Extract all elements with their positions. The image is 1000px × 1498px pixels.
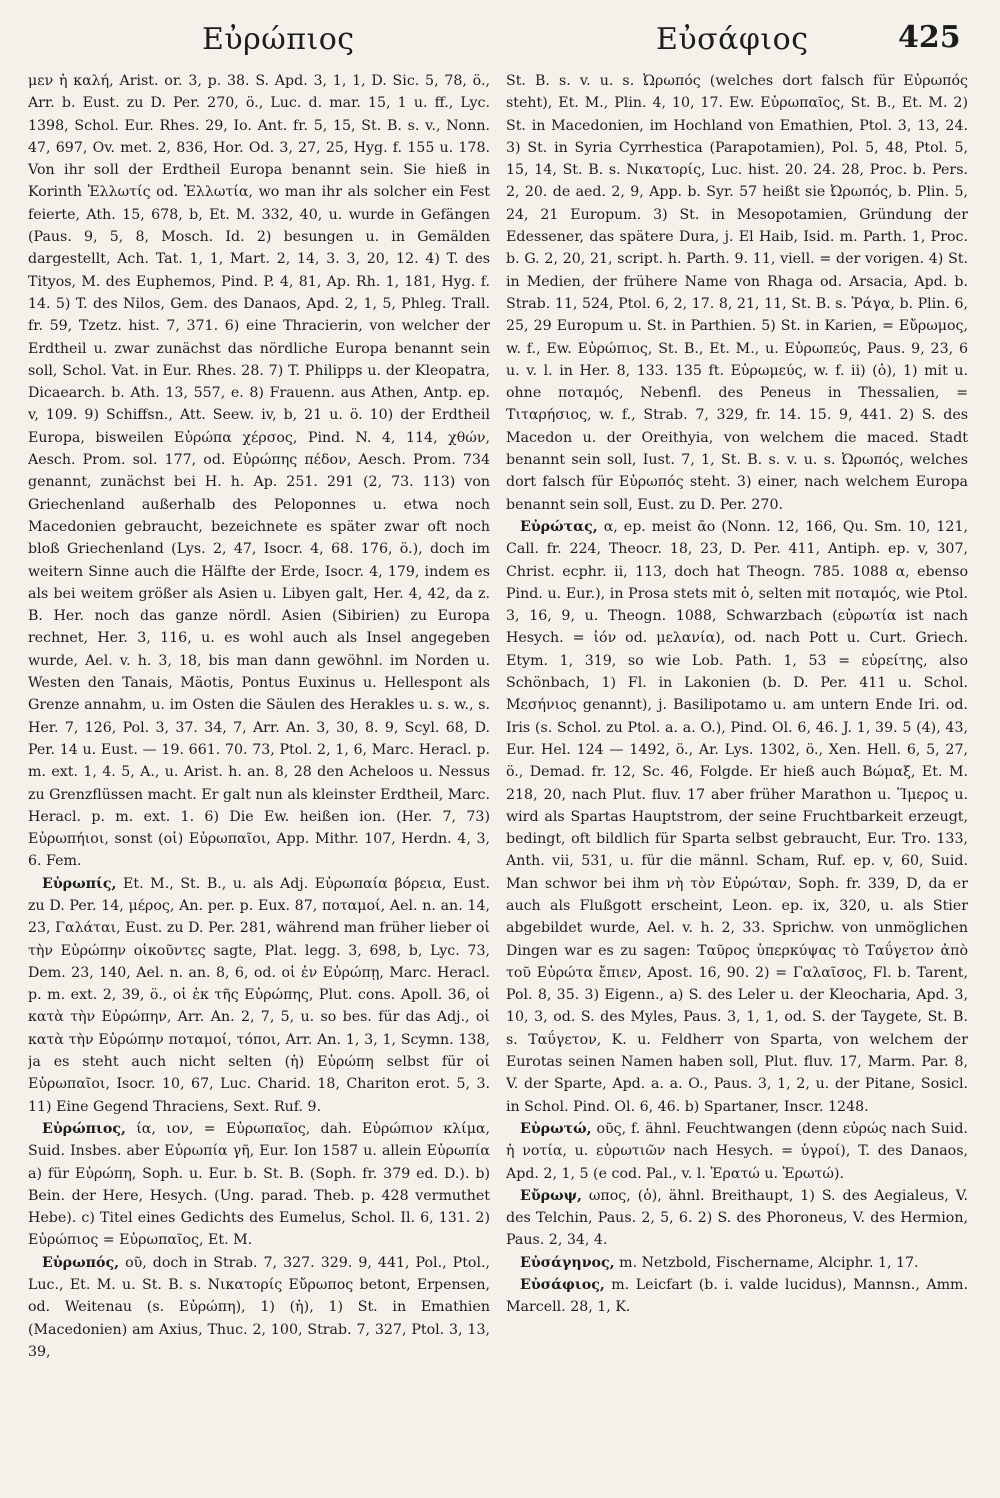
- entry-body: m. Leicfart (b. i. valde lucidus), Mannsn., Amm. Marcell. 28, 1, K.: [506, 1277, 968, 1316]
- entry-headword: Εὐρώπιος,: [42, 1120, 126, 1137]
- entry-eurotas: [506, 516, 968, 1118]
- page-number: 425: [898, 20, 961, 55]
- entry-europios: [28, 1118, 490, 1252]
- entry-headword: Εὐσάγηνος,: [520, 1254, 615, 1271]
- entry-body: οῦς, f. ähnl. Feuchtwangen (denn εὐρώς nach Suid. ἡ νοτία, u. εὐρωτιῶν nach Hesych. = ὑγροί), T. des Danaos, Apd. 2, 1, 5 (e cod. Pal., v. l. Ἐρατώ u. Ἐρωτώ).: [506, 1120, 968, 1182]
- page-header: [0, 14, 1000, 64]
- entry-eusagenos: [506, 1252, 968, 1274]
- left-continuation-text: μεν ἡ καλή, Arist. or. 3, p. 38. S. Apd. 3, 1, 1, D. Sic. 5, 78, ö., Arr. b. Eust. zu D. Per. 270, ö., Luc. d. mar. 15, 1 u. ff., Lyc. 1398, Schol. Eur. Rhes. 29, Io. Ant. fr. 5, 15, St. B. s. v., Nonn. 47, 697, Ov. met. 2, 836, Hor. Od. 3, 27, 25, Hyg. f. 155 u. 178. Von ihr soll der Erdtheil Europa benannt sein. Sie hieß in Korinth Ἑλλωτίς od. Ἑλλωτία, wo man ihr als solcher ein Fest feierte, Ath. 15, 678, b, Et. M. 332, 40, u. wurde in Gefängen (Paus. 9, 5, 8, Mosch. Id. 2) besungen u. in Gemälden dargestellt, Ach. Tat. 1, 1, Mart. 2, 14, 3. 3, 20, 12. 4) T. des Tityos, M. des Euphemos, Pind. P. 4, 81, Ap. Rh. 1, 181, Hyg. f. 14. 5) T. des Nilos, Gem. des Danaos, Apd. 2, 1, 5, Phleg. Trall. fr. 59, Tzetz. hist. 7, 371. 6) eine Thracierin, von welcher der Erdtheil u. zwar zunächst das nördliche Europa benannt sein soll, Schol. Vat. in Eur. Rhes. 28. 7) T. Philipps u. der Kleopatra, Dicaearch. b. Ath. 13, 557, e. 8) Frauenn. aus Athen, Antp. ep. v, 109. 9) Schiffsn., Att. Seew. iv, b, 21 u. ö. 10) der Erdtheil Europa, bisweilen Εὐρώπα χέρσος, Pind. N. 4, 114, χθών, Aesch. Prom. sol. 177, od. Εὐρώπης πέδον, Aesch. Prom. 734 genannt, zunächst bei H. h. Ap. 251. 291 (2, 73. 113) von Griechenland außerhalb des Peloponnes u. etwa noch Macedonien gebraucht, bezeichnete es später zwar oft noch bloß Griechenland (Lys. 2, 47, Isocr. 4, 68. 176, ö.), doch im weitern Sinne auch die Hälfte der Erde, Isocr. 4, 179, indem es als bei weitem größer als Asien u. Libyen galt, Her. 4, 42, da z. B. Her. noch das ganze nördl. Asien (Sibirien) zu Europa rechnet, Her. 3, 116, u. es wohl auch als Insel angegeben wurde, Ael. v. h. 3, 18, bis man dann gewöhnl. im Norden u. Westen den Tanais, Mäotis, Pontus Euxinus u. Hellespont als Grenze annahm, u. im Osten die Säulen des Herakles u. s. w., s. Her. 7, 126, Pol. 3, 37. 34, 7, Arr. An. 3, 30, 8. 9, Scyl. 68, D. Per. 14 u. Eust. — 19. 661. 70. 73, Ptol. 2, 1, 6, Marc. Heracl. p. m. ext. 1, 4. 5, A., u. Arist. h. an. 8, 28 den Acheloos u. Nessus zu Grenzflüssen macht. Er galt nun als kleinster Erdtheil, Marc. Heracl. p. m. ext. 1. 6) Die Ew. heißen ion. (Her. 7, 73) Εὐρωπήιοι, sonst (οἱ) Εὐρωπαῖοι, App. Mithr. 107, Herdn. 4, 3, 6. Fem.: [28, 73, 490, 870]
- entry-headword: Εὐρώτας,: [520, 518, 598, 535]
- entry-body: α, ep. meist ᾱο (Nonn. 12, 166, Qu. Sm. 10, 121, Call. fr. 224, Theocr. 18, 23, D. Per. 411, Antiph. ep. v, 307, Christ. ecphr. ii, 113, doch hat Theogn. 785. 1088 α, ebenso Pind. u. Eur.), in Prosa stets mit ὁ, selten mit ποταμός, wie Ptol. 3, 16, 9, u. Theogn. 1088, Schwarzbach (εὐρωτία ist nach Hesych. = ἰόν od. μελανία), od. nach Pott u. Curt. Griech. Etym. 1, 319, so wie Lob. Path. 1, 53 = εὐρείτης, also Schönbach, 1) Fl. in Lakonien (b. D. Per. 411 u. Schol. Μεσήνιος genannt), j. Basilipotamo u. am untern Ende Iri. od. Iris (s. Schol. zu Ptol. a. a. O.), Pind. Ol. 6, 46. J. 1, 39. 5 (4), 43, Eur. Hel. 124 — 1492, ö., Ar. Lys. 1302, ö., Xen. Hell. 6, 5, 27, ö., Demad. fr. 12, Sc. 46, Folgde. Er hieß auch Βώμαξ, Et. M. 218, 20, nach Plut. fluv. 17 aber früher Marathon u. Ἵμερος u. wird als Spartas Hauptstrom, der seine Fruchtbarkeit erzeugt, bedingt, oft bildlich für Sparta selbst gebraucht, Eur. Tro. 133, Anth. vii, 531, u. für die männl. Scham, Ruf. ep. v, 60, Suid. Man schwor bei ihm νὴ τὸν Εὐρώταν, Soph. fr. 339, D, da er auch als Flußgott erscheint, Leon. ep. ix, 320, u. als Stier abgebildet wurde, Ael. v. h. 2, 33. Sprichw. von unmöglichen Dingen war es zu sagen: Ταῦρος ὑπερκύψας τὸ Ταΰγετον ἀπὸ τοῦ Εὐρώτα ἔπιεν, Apost. 16, 90. 2) = Γαλαῖσος, Fl. b. Tarent, Pol. 8, 35. 3) Eigenn., a) S. des Leler u. der Kleocharia, Apd. 3, 10, 3, od. S. des Myles, Paus. 3, 1, 1, od. S. der Taygete, St. B. s. Ταΰγετον, K. u. Feldherr von Sparta, von welchem der Eurotas seinen Namen haben soll, Plut. fluv. 17, Marm. Par. 8, V. der Sparte, Apd. a. a. O., Paus. 3, 1, 2, u. der Pitane, Sosicl. in Schol. Pind. Ol. 6, 46. b) Spartaner, Inscr. 1248.: [506, 518, 968, 1115]
- entry-body: ωπος, (ὁ), ähnl. Breithaupt, 1) S. des Aegialeus, V. des Telchin, Paus. 2, 5, 6. 2) S. des Phoroneus, V. des Hermion, Paus. 2, 34, 4.: [506, 1187, 968, 1249]
- entry-body: m. Netzbold, Fischername, Alciphr. 1, 17.: [619, 1254, 919, 1271]
- entry-headword: Εὐρωτώ,: [520, 1120, 592, 1137]
- entry-headword: Εὐρωπός,: [42, 1254, 120, 1271]
- entry-europs: [506, 1185, 968, 1252]
- entry-euroto: [506, 1118, 968, 1185]
- right-column: [506, 70, 968, 1490]
- entry-headword: Εὐρωπίς,: [42, 875, 117, 892]
- entry-eusaphios: [506, 1274, 968, 1319]
- entry-headword: Εὐσάφιος,: [520, 1277, 605, 1294]
- entry-body: Et. M., St. B., u. als Adj. Εὐρωπαία βόρεια, Eust. zu D. Per. 14, μέρος, An. per. p. Eux. 87, ποταμοί, Ael. n. an. 14, 23, Γαλάται, Eust. zu D. Per. 281, während man früher lieber οἱ τὴν Εὐρώπην οἰκοῦντες sagte, Plat. legg. 3, 698, b, Lyc. 73, Dem. 23, 140, Ael. n. an. 8, 6, od. οἱ ἐν Εὐρώπῃ, Marc. Heracl. p. m. ext. 2, 39, ö., οἱ ἐκ τῆς Εὐρώπης, Plut. cons. Apoll. 36, οἱ κατὰ τὴν Εὐρώπην, Arr. An. 2, 7, 5, u. so bes. für das Adj., οἱ κατὰ τὴν Εὐρώπην ποταμοί, τόποι, Arr. An. 1, 3, 1, Scymn. 138, ja es steht auch nicht selten (ἡ) Εὐρώπη selbst für οἱ Εὐρωπαῖοι, Isocr. 10, 67, Luc. Charid. 18, Chariton erot. 5, 3. 11) Eine Gegend Thraciens, Sext. Ruf. 9.: [28, 875, 490, 1115]
- left-column: [28, 70, 490, 1490]
- entry-europis: [28, 873, 490, 1118]
- entry-headword: Εὔρωψ,: [520, 1187, 582, 1204]
- left-running-headword: Εὐρώπιος: [202, 22, 355, 57]
- entry-europos: [28, 1252, 490, 1363]
- right-running-headword: Εὐσάφιος: [656, 22, 809, 57]
- entry-body: οῦ, doch in Strab. 7, 327. 329. 9, 441, Pol., Ptol., Luc., Et. M. u. St. B. s. Νικατορίς Εὔρωπος betont, Erpensen, od. Weitenau (s. Εὐρώπη), 1) (ἡ), 1) St. in Emathien (Macedonien) am Axius, Thuc. 2, 100, Strab. 7, 327, Ptol. 3, 13, 39,: [28, 1254, 490, 1360]
- entry-body: ία, ιον, = Εὐρωπαῖος, dah. Εὐρώπιον κλίμα, Suid. Insbes. aber Εὐρωπία γῆ, Eur. Ion 1587 u. allein Εὐρωπία a) für Εὐρώπη, Soph. u. Eur. b. St. B. (Soph. fr. 379 ed. D.). b) Bein. der Here, Hesych. (Ung. parad. Theb. p. 428 vermuthet Hebe). c) Titel eines Gedichts des Eumelus, Schol. Il. 6, 131. 2) Εὐρώπιος = Εὐρωπαῖος, Et. M.: [28, 1120, 490, 1249]
- right-continuation-text: St. B. s. v. u. s. Ὠρωπός (welches dort falsch für Εὐρωπός steht), Et. M., Plin. 4, 10, 17. Ew. Εὐρωπαῖος, St. B., Et. M. 2) St. in Macedonien, im Hochland von Emathien, Ptol. 3, 13, 24. 3) St. in Syria Cyrrhestica (Parapotamien), Pol. 5, 48, Ptol. 5, 15, 14, St. B. s. Νικατορίς, Luc. hist. 20. 24. 28, Proc. b. Pers. 2, 20. de aed. 2, 9, App. b. Syr. 57 heißt sie Ὠρωπός, b. Plin. 5, 24, 21 Europum. 3) St. in Mesopotamien, Gründung der Edessener, das spätere Dura, j. El Haib, Isid. m. Parth. 1, Proc. b. G. 2, 20, 21, script. h. Parth. 9. 11, viell. = der vorigen. 4) St. in Medien, der frühere Name von Rhaga od. Arsacia, Apd. b. Strab. 11, 524, Ptol. 6, 2, 17. 8, 21, 11, St. B. s. Ῥάγα, b. Plin. 6, 25, 29 Europum u. St. in Parthien. 5) St. in Karien, = Εὔρωμος, w. f., Ew. Εὐρώπιος, St. B., Et. M., u. Εὐρωπεύς, Paus. 9, 23, 6 u. v. l. in Her. 8, 133. 135 ft. Εὐρωμεύς, w. f. ii) (ὁ), 1) mit u. ohne ποταμός, Nebenfl. des Peneus in Thessalien, = Τιταρήσιος, w. f., Strab. 7, 329, fr. 14. 15. 9, 441. 2) S. des Macedon u. der Oreithyia, von welchem die maced. Stadt benannt sein soll, Iust. 7, 1, St. B. s. v. u. s. Ὠρωπός, welches dort falsch für Εὐρωπός steht. 3) einer, nach welchem Europa benannt sein soll, Eust. zu D. Per. 270.: [506, 73, 968, 513]
